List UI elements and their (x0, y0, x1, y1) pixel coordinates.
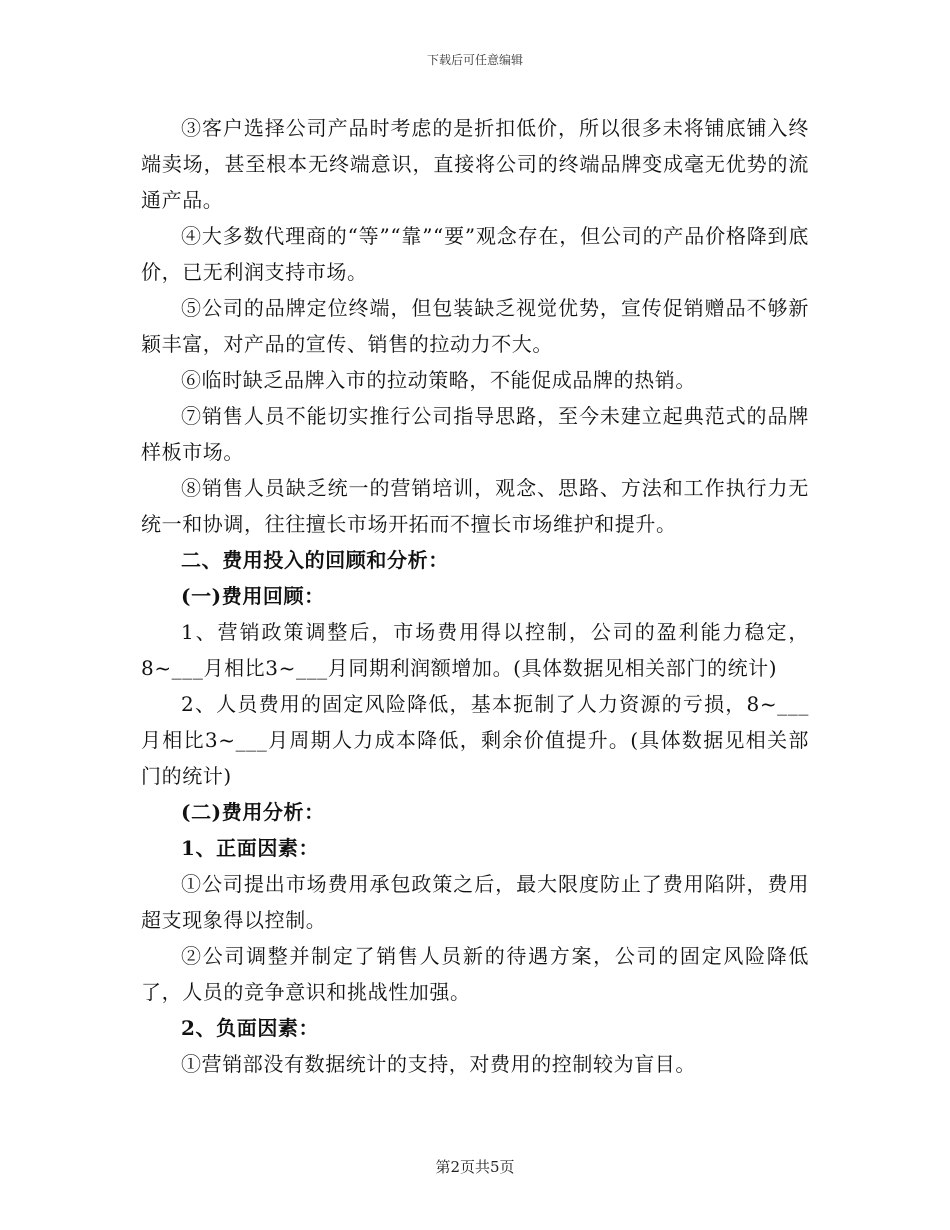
heading-positive-factors: 1、正面因素： (181, 836, 320, 860)
section-heading-2: 二、费用投入的回顾和分析： (181, 548, 449, 572)
subsection-heading-cost-review: (一)费用回顾： (181, 584, 325, 608)
paragraph-negative-1: ①营销部没有数据统计的支持，对费用的控制较为盲目。 (181, 1052, 696, 1076)
subsection-heading-cost-analysis: (二)费用分析： (181, 800, 325, 824)
paragraph-item-6: ⑥临时缺乏品牌入市的拉动策略，不能促成品牌的热销。 (181, 368, 696, 392)
paragraph-item-5: ⑤公司的品牌定位终端，但包装缺乏视觉优势，宣传促销赠品不够新颖丰富，对产品的宣传、销售的拉动力不大。 (141, 296, 809, 356)
paragraph-item-4: ④大多数代理商的“等”“靠”“要”观念存在，但公司的产品价格降到底价，已无利润支持市场。 (141, 224, 809, 284)
document-body (141, 110, 809, 1082)
page-header: 下载后可任意编辑 (426, 53, 523, 67)
paragraph-item-8: ⑧销售人员缺乏统一的营销培训，观念、思路、方法和工作执行力无统一和协调，往往擅长市场开拓而不擅长市场维护和提升。 (141, 476, 809, 536)
page-footer: 第2页共5页 (435, 1158, 515, 1176)
paragraph-positive-2: ②公司调整并制定了销售人员新的待遇方案，公司的固定风险降低了，人员的竞争意识和挑战性加强。 (141, 944, 809, 1004)
paragraph-positive-1: ①公司提出市场费用承包政策之后，最大限度防止了费用陷阱，费用超支现象得以控制。 (141, 872, 809, 932)
heading-negative-factors: 2、负面因素： (181, 1016, 320, 1040)
paragraph-cost-review-2: 2、人员费用的固定风险降低，基本扼制了人力资源的亏损，8~___月相比3~___月周期人力成本降低，剩余价值提升。(具体数据见相关部门的统计) (141, 692, 809, 788)
paragraph-cost-review-1: 1、营销政策调整后，市场费用得以控制，公司的盈利能力稳定，8~___月相比3~___月同期利润额增加。(具体数据见相关部门的统计) (141, 620, 809, 680)
paragraph-item-7: ⑦销售人员不能切实推行公司指导思路，至今未建立起典范式的品牌样板市场。 (141, 404, 809, 464)
paragraph-item-3: ③客户选择公司产品时考虑的是折扣低价，所以很多未将铺底铺入终端卖场，甚至根本无终端意识，直接将公司的终端品牌变成毫无优势的流通产品。 (141, 116, 809, 212)
